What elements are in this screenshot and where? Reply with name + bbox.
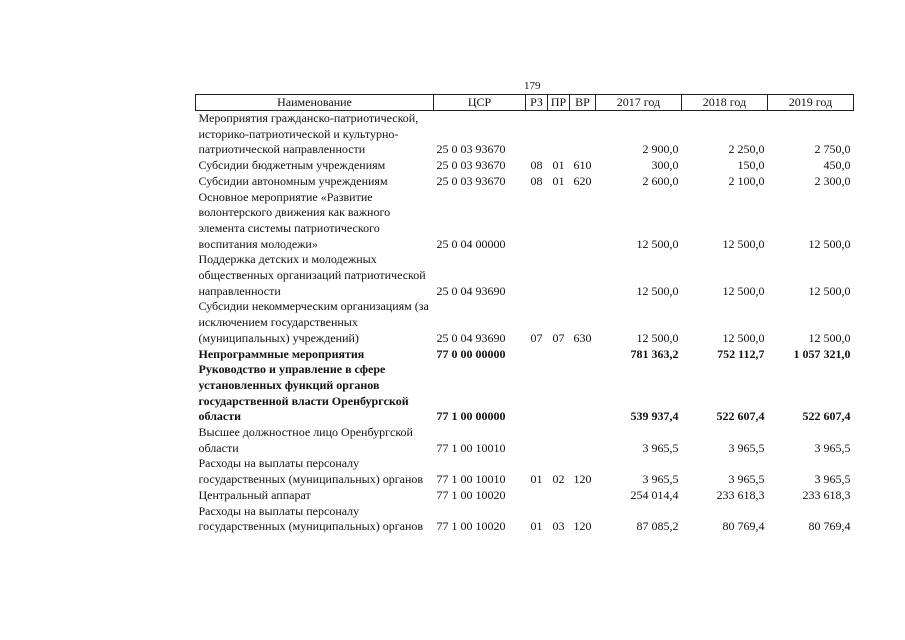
row-name: Непрограммные мероприятия [198, 346, 365, 361]
row-pr: 03 [552, 519, 565, 534]
row-pr [548, 488, 570, 504]
row-pr [548, 347, 570, 363]
row-vr [570, 347, 596, 363]
row-2018: 3 965,5 [728, 472, 765, 487]
row-2018: 150,0 [737, 158, 765, 173]
header-2018: 2018 год [682, 95, 768, 111]
row-2017: 3 965,5 [642, 472, 679, 487]
row-2019: 3 965,5 [814, 440, 851, 455]
row-pr [548, 252, 570, 299]
row-name: Руководство и управление в сфере установленных функций органов государственной власти Оренбургской области [198, 362, 409, 424]
row-2019: 2 300,0 [814, 173, 851, 188]
row-2017: 12 500,0 [636, 283, 679, 298]
row-2019: 80 769,4 [808, 519, 851, 534]
row-2019: 12 500,0 [808, 283, 851, 298]
header-2017: 2017 год [596, 95, 682, 111]
row-rz [526, 488, 548, 504]
row-2018: 2 250,0 [728, 142, 765, 157]
row-rz: 08 [530, 173, 543, 188]
row-2019: 1 057 321,0 [793, 346, 851, 361]
row-2017: 12 500,0 [636, 330, 679, 345]
row-name: Поддержка детских и молодежных общественных организаций патриотической направленности [198, 252, 426, 298]
table-row [196, 504, 854, 535]
row-csr: 25 0 04 93690 [436, 330, 506, 345]
row-name: Субсидии бюджетным учреждениям [198, 158, 386, 173]
row-2018: 80 769,4 [722, 519, 765, 534]
table-header-row [196, 95, 854, 111]
row-name: Мероприятия гражданско-патриотической, историко-патриотической и культурно-патриотической направленности [198, 111, 419, 157]
row-csr: 25 0 03 93670 [436, 158, 506, 173]
row-csr: 25 0 03 93670 [436, 173, 506, 188]
row-rz [526, 347, 548, 363]
row-rz: 07 [530, 330, 543, 345]
row-rz: 01 [530, 519, 543, 534]
table-row [196, 456, 854, 487]
row-pr [548, 425, 570, 456]
row-2017: 2 600,0 [642, 173, 679, 188]
row-csr: 77 0 00 00000 [436, 346, 506, 361]
row-2018: 752 112,7 [717, 346, 765, 361]
table-row [196, 488, 854, 504]
table-row [196, 425, 854, 456]
table-row [196, 111, 854, 159]
header-2019: 2019 год [768, 95, 854, 111]
row-name: Субсидии некоммерческим организациям (за исключением государственных (муниципальных) учреждений) [198, 299, 429, 345]
header-vr: ВР [570, 95, 596, 111]
row-vr: 610 [573, 158, 592, 173]
row-2018: 12 500,0 [722, 330, 765, 345]
row-2019: 233 618,3 [802, 487, 851, 502]
row-2017: 12 500,0 [636, 236, 679, 251]
row-2018: 12 500,0 [722, 283, 765, 298]
table-row [196, 347, 854, 363]
row-name: Основное мероприятие «Развитие волонтерского движения как важного элемента системы патриотического воспитания молодежи» [198, 189, 391, 251]
row-rz [526, 111, 548, 159]
row-rz: 08 [530, 158, 543, 173]
row-pr [548, 111, 570, 159]
row-vr [570, 190, 596, 253]
row-2017: 254 014,4 [630, 487, 679, 502]
row-csr: 77 1 00 10020 [436, 487, 506, 502]
table-row [196, 362, 854, 425]
page-number: 179 [524, 80, 541, 92]
row-csr: 25 0 03 93670 [436, 142, 506, 157]
row-vr [570, 425, 596, 456]
row-csr: 25 0 04 00000 [436, 236, 506, 251]
header-rz: РЗ [526, 95, 548, 111]
row-rz: 01 [530, 472, 543, 487]
row-csr: 77 1 00 10010 [436, 440, 506, 455]
row-vr: 120 [573, 519, 592, 534]
row-2017: 3 965,5 [642, 440, 679, 455]
row-vr: 120 [573, 472, 592, 487]
row-name: Расходы на выплаты персоналу государственных (муниципальных) органов [198, 456, 424, 487]
row-2019: 12 500,0 [808, 330, 851, 345]
row-csr: 77 1 00 00000 [436, 409, 506, 424]
row-pr [548, 362, 570, 425]
row-rz [526, 362, 548, 425]
row-2019: 12 500,0 [808, 236, 851, 251]
header-csr: ЦСР [434, 95, 526, 111]
row-pr: 01 [552, 158, 565, 173]
row-2018: 522 607,4 [716, 409, 765, 424]
row-rz [526, 190, 548, 253]
row-2018: 12 500,0 [722, 236, 765, 251]
row-vr [570, 488, 596, 504]
row-vr [570, 252, 596, 299]
row-csr: 77 1 00 10010 [436, 472, 506, 487]
row-vr: 630 [573, 330, 592, 345]
row-vr [570, 362, 596, 425]
row-2018: 233 618,3 [716, 487, 765, 502]
row-name: Центральный аппарат [198, 487, 311, 502]
row-2017: 781 363,2 [630, 346, 679, 361]
row-pr: 02 [552, 472, 565, 487]
table-row [196, 190, 854, 253]
row-2019: 2 750,0 [814, 142, 851, 157]
row-2017: 2 900,0 [642, 142, 679, 157]
table-row [196, 174, 854, 190]
row-pr: 07 [552, 330, 565, 345]
header-pr: ПР [548, 95, 570, 111]
header-name: Наименование [196, 95, 434, 111]
row-vr: 620 [573, 173, 592, 188]
table-row [196, 158, 854, 174]
row-2017: 87 085,2 [636, 519, 679, 534]
row-vr [570, 111, 596, 159]
table-row [196, 299, 854, 346]
budget-table [195, 94, 854, 535]
row-name: Высшее должностное лицо Оренбургской области [198, 425, 413, 455]
table-row [196, 252, 854, 299]
row-2019: 3 965,5 [814, 472, 851, 487]
row-2018: 3 965,5 [728, 440, 765, 455]
row-rz [526, 252, 548, 299]
row-2017: 539 937,4 [630, 409, 679, 424]
row-2018: 2 100,0 [728, 173, 765, 188]
row-name: Расходы на выплаты персоналу государственных (муниципальных) органов [198, 503, 424, 534]
row-csr: 77 1 00 10020 [436, 519, 506, 534]
row-csr: 25 0 04 93690 [436, 283, 506, 298]
row-pr: 01 [552, 173, 565, 188]
row-2019: 522 607,4 [802, 409, 851, 424]
row-2019: 450,0 [823, 158, 851, 173]
row-pr [548, 190, 570, 253]
row-2017: 300,0 [651, 158, 679, 173]
row-name: Субсидии автономным учреждениям [198, 173, 388, 188]
row-rz [526, 425, 548, 456]
